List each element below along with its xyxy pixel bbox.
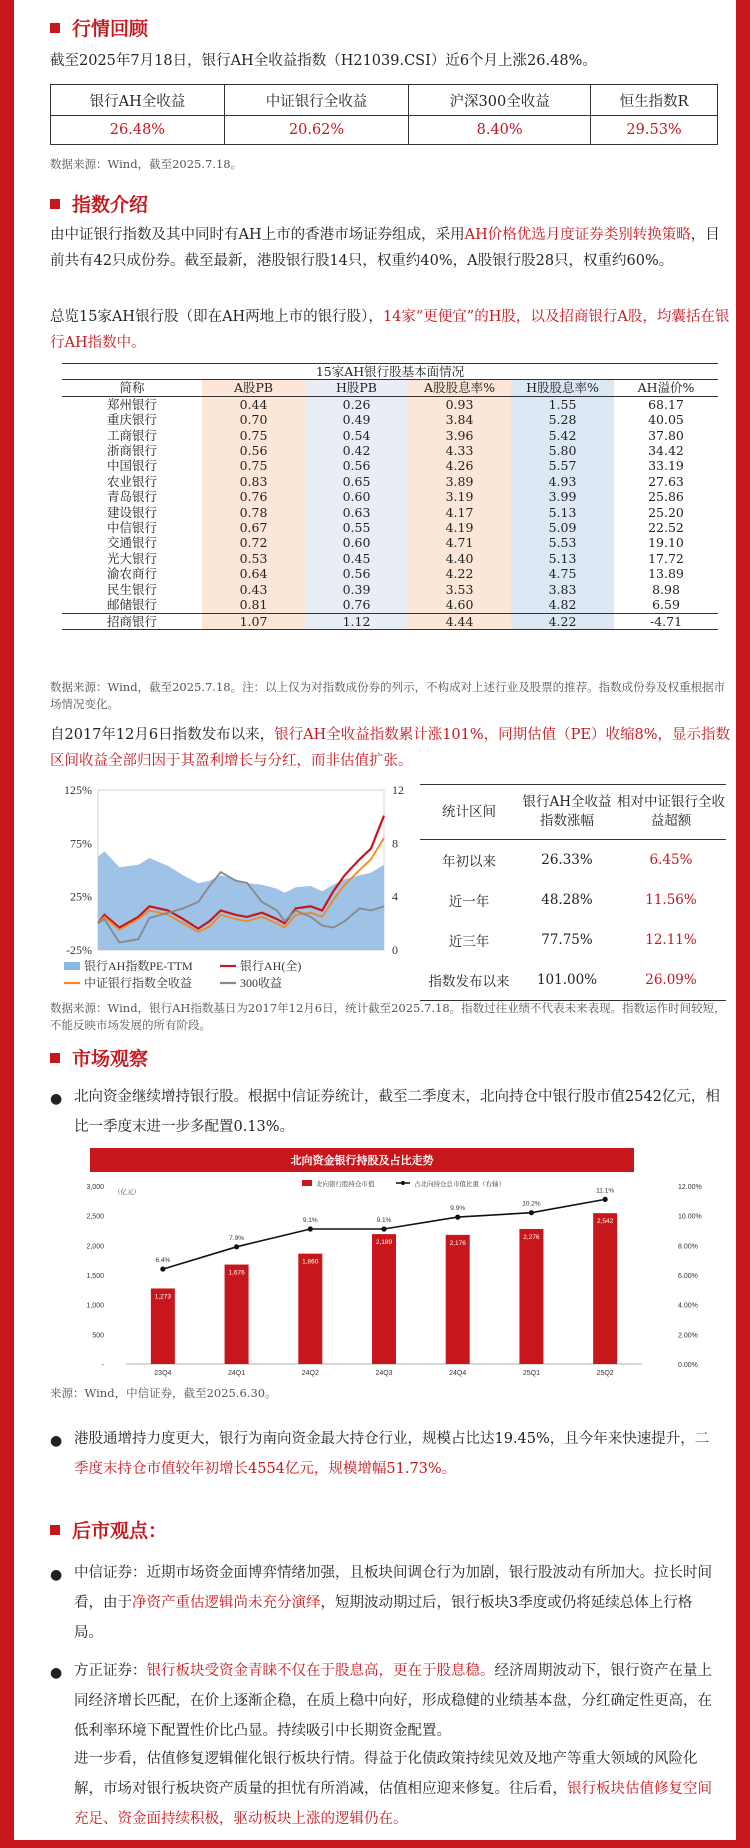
table-cell: 25.86 <box>648 489 684 505</box>
table-cell: 5.57 <box>511 458 614 473</box>
table-cell: 6.45% <box>649 852 693 868</box>
table-body <box>62 396 718 629</box>
table-cell: 4.19 <box>408 520 511 535</box>
table-cell: 0.93 <box>408 396 511 412</box>
table-cell: 0.42 <box>305 443 408 458</box>
table-cell: 5.09 <box>511 520 614 535</box>
table-cell: 郑州银行 <box>106 396 157 412</box>
right-tick-label: 4 <box>392 889 398 904</box>
table-cell: 40.05 <box>648 412 684 428</box>
outlook-further <box>74 1744 720 1834</box>
table-row <box>420 960 726 1001</box>
table-cell: 5.80 <box>511 443 614 458</box>
highlight-span: AH价格优选月度证券类别转换策略 <box>464 227 691 243</box>
header-cell: A股PB <box>202 380 305 396</box>
text-span: 由中证银行指数及其中同时有AH上市的香港市场证券组成，采用 <box>50 227 465 243</box>
bar-value-label: 2,176 <box>449 1239 466 1247</box>
ratio-point <box>603 1197 608 1202</box>
right-tick-label: 10.00% <box>678 1213 702 1221</box>
table-row <box>62 566 718 581</box>
right-tick-label: 2.00% <box>678 1332 698 1340</box>
header-cell: H股股息率% <box>511 380 614 396</box>
index-paragraph-1 <box>50 222 730 274</box>
table-cell: 0.60 <box>305 535 408 550</box>
table-row <box>62 613 718 629</box>
table-cell: 3.83 <box>511 582 614 597</box>
category-label: 24Q1 <box>228 1370 246 1377</box>
table-cell: 0.72 <box>202 535 305 550</box>
review-source: 数据来源：Wind，截至2025.7.18。 <box>50 157 243 171</box>
table-cell: 0.75 <box>202 428 305 443</box>
header-cell: H股PB <box>305 380 408 396</box>
section-title-market <box>50 1044 148 1074</box>
bullet-dot-icon: ● <box>50 1433 63 1449</box>
legend-swatch <box>302 1180 312 1186</box>
table-cell: 0.83 <box>202 474 305 489</box>
table-cell: 12.11% <box>645 932 697 948</box>
highlight-span: 银行板块受资金青睐不仅在于股息高，更在于股息稳。 <box>146 1663 495 1679</box>
bar <box>298 1254 322 1364</box>
index-performance-chart <box>50 780 416 994</box>
section-title-review <box>50 14 148 44</box>
left-tick-label: 125% <box>64 783 92 797</box>
chart-legend <box>64 958 301 990</box>
text-span: 方正证券： <box>74 1663 147 1679</box>
table-cell: -4.71 <box>614 613 718 629</box>
table-cell: 0.60 <box>305 489 408 504</box>
table-cell: 0.56 <box>305 566 408 581</box>
ah-bank-table <box>62 363 718 630</box>
bullet-dot-icon: ● <box>50 1665 63 1681</box>
right-tick-label: 8.00% <box>678 1243 698 1251</box>
left-tick-label: 25% <box>70 889 92 904</box>
text-span: 自2017年12月6日指数发布以来， <box>50 727 275 743</box>
table-cell: 4.44 <box>408 613 511 629</box>
table-cell: 19.10 <box>648 535 684 551</box>
category-label: 25Q2 <box>596 1370 614 1377</box>
left-tick-label: - <box>101 1362 104 1369</box>
table-row <box>420 840 726 881</box>
highlight-span: 银行AH全收益指数累计涨101%，同期估值（PE）收缩8%，显示指数区间收益全部归因于其盈利增长与分红，而非估值扩张。 <box>50 727 730 769</box>
table-cell: 0.54 <box>305 428 408 443</box>
highlight-span: 14家“更便宜”的H股，以及招商银行A股，均囊括在银行AH指数中。 <box>50 309 730 351</box>
performance-table <box>50 84 718 145</box>
table-cell: 0.26 <box>305 396 408 412</box>
ratio-label: 11.1% <box>596 1187 615 1195</box>
table-cell: 招商银行 <box>62 613 202 629</box>
table-cell: 0.63 <box>305 505 408 520</box>
table-cell: 4.40 <box>408 551 511 566</box>
table-cell: 年初以来 <box>442 854 496 870</box>
table-cell: 34.42 <box>648 443 684 459</box>
table-cell: 26.09% <box>616 960 726 1001</box>
table-row <box>62 551 718 566</box>
table-cell: 5.42 <box>511 428 614 443</box>
table-cell: 4.22 <box>511 613 614 629</box>
value-cell: 20.62% <box>224 116 408 145</box>
table-row <box>62 489 718 504</box>
table-cell: 27.63 <box>648 473 684 489</box>
highlight-span: 二季度末持仓市值较年初增长4554亿元，规模增幅51.73%。 <box>74 1431 710 1477</box>
table-cell: 近三年 <box>448 934 490 950</box>
table-cell: 48.28% <box>541 892 593 908</box>
ratio-point <box>234 1244 239 1249</box>
bar <box>593 1213 617 1364</box>
table-row <box>62 505 718 520</box>
category-label: 24Q2 <box>301 1370 319 1377</box>
legend-label: 银行AH(全) <box>240 959 302 973</box>
table-row <box>420 880 726 920</box>
legend-label: 300收益 <box>240 976 283 990</box>
table-cell: 77.75% <box>541 932 593 948</box>
table-cell: 0.76 <box>202 489 305 504</box>
table-cell: 25.20 <box>648 504 684 520</box>
report-card <box>14 0 736 1840</box>
header-cell: 银行AH全收益 <box>51 85 225 116</box>
table-cell: 0.76 <box>305 597 408 613</box>
table-cell: 3.99 <box>511 489 614 504</box>
table-cell: 0.67 <box>202 520 305 535</box>
left-axis-unit: （亿元） <box>114 1189 140 1196</box>
table-cell: 4.22 <box>408 566 511 581</box>
table-cell: 17.72 <box>648 550 684 566</box>
chart-plot <box>98 816 384 950</box>
section-title-text: 后市观点： <box>72 1520 168 1542</box>
table-cell: 1.12 <box>305 613 408 629</box>
bar-value-label: 1,676 <box>228 1269 245 1277</box>
square-bullet-icon <box>50 1053 60 1063</box>
table-cell: 5.28 <box>511 412 614 427</box>
ratio-point <box>381 1226 386 1231</box>
ratio-label: 10.2% <box>522 1200 541 1208</box>
right-tick-label: 12.00% <box>678 1184 702 1191</box>
table-cell: 6.59 <box>652 597 680 613</box>
review-intro: 截至2025年7月18日，银行AH全收益指数（H21039.CSI）近6个月上涨26.48%。 <box>50 53 597 69</box>
observation-1: 北向资金继续增持银行股。根据中信证券统计，截至二季度末，北向持仓中银行股市值2542亿元，相比一季度末进一步多配置0.13%。 <box>74 1089 720 1135</box>
table-cell: 5.13 <box>511 551 614 566</box>
section-title-index <box>50 190 148 220</box>
bar-value-label: 2,542 <box>597 1218 614 1226</box>
table-cell: 渝农商行 <box>106 566 157 582</box>
table-cell: 光大银行 <box>106 550 157 566</box>
table-title: 15家AH银行股基本面情况 <box>62 364 718 380</box>
ratio-label: 6.4% <box>155 1257 171 1265</box>
legend-label: 北向银行股持仓市值 <box>316 1181 375 1188</box>
header-cell: 沪深300全收益 <box>409 85 591 116</box>
left-tick-label: 2,000 <box>86 1243 104 1251</box>
table-cell: 5.13 <box>511 505 614 520</box>
text-span: 进一步看，估值修复逻辑催化银行板块行情。得益于化债政策持续见效及地产等重大领域的风险化解，市场对银行板块资产质量的担忧有所消减，估值相应迎来修复。往后看， <box>74 1751 698 1797</box>
table-row <box>62 396 718 412</box>
table-cell: 0.64 <box>202 566 305 581</box>
table-cell: 建设银行 <box>106 504 157 520</box>
text-span: 总览15家AH银行股（即在AH两地上市的银行股）， <box>50 309 383 325</box>
table-cell: 0.81 <box>202 597 305 613</box>
table-cell: 101.00% <box>518 960 616 1001</box>
table-cell: 33.19 <box>648 458 684 474</box>
square-bullet-icon <box>50 199 60 209</box>
table-row <box>62 582 718 597</box>
table-cell: 5.53 <box>511 535 614 550</box>
legend-label: 中证银行指数全收益 <box>84 976 193 990</box>
right-tick-label: 4.00% <box>678 1302 698 1310</box>
header-cell: 统计区间 <box>420 785 518 840</box>
bar-value-label: 1,860 <box>302 1258 319 1266</box>
square-bullet-icon <box>50 1525 60 1535</box>
table-cell: 3.84 <box>408 412 511 427</box>
legend-label: 银行AH指数PE-TTM <box>84 959 193 973</box>
table-cell: 民生银行 <box>106 581 157 597</box>
section-title-text: 市场观察 <box>72 1048 149 1070</box>
outlook-citic <box>74 1558 720 1648</box>
bar-value-label: 2,276 <box>523 1233 540 1241</box>
chart-banner-text: 北向资金银行持股及占比走势 <box>290 1155 434 1167</box>
text-span: ，短期波动期过后，银行板块3季度或仍将延续总体上行格局。 <box>74 1595 693 1641</box>
left-tick-label: 2,500 <box>86 1213 104 1221</box>
table-cell: 8.98 <box>652 581 680 597</box>
table-cell: 0.49 <box>305 412 408 427</box>
table-body <box>420 840 726 1001</box>
table-cell: 0.53 <box>202 551 305 566</box>
right-tick-label: 0 <box>392 943 398 957</box>
section-title-outlook <box>50 1516 167 1546</box>
table-cell: 37.80 <box>648 427 684 443</box>
northbound-chart <box>70 1142 730 1382</box>
table-row <box>62 597 718 613</box>
table-cell: 0.39 <box>305 582 408 597</box>
legend-label: 占北向持仓总市值比重（右轴） <box>414 1181 505 1188</box>
right-tick-label: 6.00% <box>678 1273 698 1280</box>
northbound-source: 来源：Wind，中信证券，截至2025.6.30。 <box>50 1386 277 1400</box>
right-tick-label: 0.00% <box>678 1362 698 1369</box>
table-cell: 交通银行 <box>106 535 157 551</box>
bar <box>372 1234 396 1364</box>
header-cell: 简称 <box>62 380 202 396</box>
header-cell: 相对中证银行全收益超额 <box>616 785 726 840</box>
outlook-founder <box>74 1656 720 1746</box>
header-cell: 银行AH全收益指数涨幅 <box>518 785 616 840</box>
table-cell: 3.53 <box>408 582 511 597</box>
table-cell: 4.26 <box>408 458 511 473</box>
table-cell: 中国银行 <box>106 458 157 474</box>
section-title-text: 行情回顾 <box>72 18 149 40</box>
table-cell: 中信银行 <box>106 520 157 536</box>
table-row <box>62 474 718 489</box>
category-label: 23Q4 <box>154 1370 172 1377</box>
value-cell: 29.53% <box>591 116 718 145</box>
bar <box>446 1235 470 1364</box>
chart-legend <box>302 1179 505 1188</box>
table-cell: 0.44 <box>202 396 305 412</box>
ratio-point <box>529 1210 534 1215</box>
observation-2 <box>74 1424 720 1484</box>
table-cell: 4.75 <box>511 566 614 581</box>
header-cell: AH溢价% <box>614 380 718 396</box>
table-cell: 4.33 <box>408 443 511 458</box>
left-tick-label: 75% <box>70 836 92 851</box>
table-cell: 4.93 <box>511 474 614 489</box>
chart-source: 数据来源：Wind，银行AH指数基日为2017年12月6日，统计截至2025.7.18。指数过往业绩不代表未来表现。指数运作时间较短，不能反映市场发展的所有阶段。 <box>50 1001 726 1032</box>
left-tick-label: 1,500 <box>86 1273 104 1280</box>
section-title-text: 指数介绍 <box>72 194 149 216</box>
table-cell: 浙商银行 <box>106 443 157 459</box>
ratio-point <box>308 1226 313 1231</box>
table-cell: 0.78 <box>202 505 305 520</box>
square-bullet-icon <box>50 23 60 33</box>
table-cell: 13.89 <box>648 566 684 582</box>
table-row <box>62 412 718 427</box>
table-cell: 农业银行 <box>106 473 157 489</box>
table-cell: 4.17 <box>408 505 511 520</box>
table-source: 数据来源：Wind，截至2025.7.18。注：以上仅为对指数成份券的列示，不构成对上述行业及股票的推荐。指数成份券及权重根据市场情况变化。 <box>50 680 726 711</box>
header-cell: 中证银行全收益 <box>224 85 408 116</box>
table-row <box>62 535 718 550</box>
table-cell: 0.70 <box>202 412 305 427</box>
legend-swatch <box>64 962 80 970</box>
ratio-point <box>160 1266 165 1271</box>
table-cell: 3.19 <box>408 489 511 504</box>
bullet-dot-icon: ● <box>50 1567 63 1583</box>
bullet-dot-icon: ● <box>50 1091 63 1107</box>
table-row <box>62 443 718 458</box>
header-cell: A股股息率% <box>408 380 511 396</box>
bar <box>225 1265 249 1364</box>
bar-value-label: 1,273 <box>154 1293 171 1301</box>
table-cell: 指数发布以来 <box>420 960 518 1001</box>
table-cell: 11.56% <box>645 892 697 908</box>
table-cell: 青岛银行 <box>106 489 157 505</box>
table-cell: 4.82 <box>511 597 614 613</box>
header-cell: 恒生指数R <box>591 85 718 116</box>
index-paragraph-3 <box>50 722 730 774</box>
table-cell: 4.71 <box>408 535 511 550</box>
highlight-span: 银行板块估值修复空间充足、资金面持续积极，驱动板块上涨的逻辑仍在。 <box>74 1781 712 1827</box>
left-tick-label: 1,000 <box>86 1302 104 1310</box>
left-tick-label: 3,000 <box>86 1184 104 1191</box>
index-paragraph-2 <box>50 304 730 356</box>
left-tick-label: 500 <box>92 1332 104 1340</box>
table-cell: 重庆银行 <box>106 412 157 428</box>
right-tick-label: 12 <box>392 783 404 797</box>
ratio-point <box>455 1215 460 1220</box>
ratio-label: 9.1% <box>376 1217 392 1225</box>
interval-return-table <box>420 784 726 1001</box>
category-label: 25Q1 <box>522 1370 540 1377</box>
value-cell: 8.40% <box>409 116 591 145</box>
table-row <box>62 458 718 473</box>
table-cell: 0.75 <box>202 458 305 473</box>
table-cell: 22.52 <box>648 520 684 536</box>
bar-value-label: 2,189 <box>375 1239 393 1247</box>
text-span: 中信证券：近期市场资金面博弈情绪加强，且板块间调仓行为加剧，银行股波动有所加大。拉长时间看，由于 <box>74 1565 712 1611</box>
table-cell: 0.56 <box>202 443 305 458</box>
table-cell: 0.45 <box>305 551 408 566</box>
table-cell: 3.96 <box>408 428 511 443</box>
highlight-span: 净资产重估逻辑尚未充分演绎 <box>132 1595 321 1611</box>
ratio-label: 9.9% <box>450 1205 466 1213</box>
category-label: 24Q4 <box>449 1370 467 1377</box>
table-cell: 工商银行 <box>106 427 157 443</box>
right-tick-label: 8 <box>392 836 398 851</box>
table-cell: 1.07 <box>202 613 305 629</box>
text-span: ，目前共有42只成份券。截至最新，港股银行股14只，权重约40%，A股银行股28只，权重约60%。 <box>50 227 720 269</box>
category-label: 24Q3 <box>375 1370 393 1377</box>
table-cell: 近一年 <box>448 894 490 910</box>
left-tick-label: -25% <box>66 943 92 957</box>
text-span: 港股通增持力度更大，银行为南向资金最大持仓行业，规模占比达19.45%，且今年来快速提升， <box>74 1431 695 1447</box>
table-cell: 0.55 <box>305 520 408 535</box>
table-cell: 26.33% <box>541 852 593 868</box>
table-cell: 0.65 <box>305 474 408 489</box>
chart-plot <box>151 1187 617 1364</box>
table-row <box>62 520 718 535</box>
ratio-label: 7.9% <box>229 1234 244 1242</box>
table-cell: 0.43 <box>202 582 305 597</box>
ratio-label: 9.1% <box>302 1217 318 1225</box>
table-row <box>420 920 726 960</box>
value-cell: 26.48% <box>51 116 225 145</box>
text-span: 经济周期波动下，银行资产在量上同经济增长匹配，在价上逐渐企稳，在质上稳中向好，形成稳健的业绩基本盘，分红确定性更高，在低利率环境下配置性价比凸显。持续吸引中长期资金配置。 <box>74 1663 712 1739</box>
table-cell: 68.17 <box>648 396 684 412</box>
table-cell: 1.55 <box>511 396 614 412</box>
table-cell: 0.56 <box>305 458 408 473</box>
table-cell: 4.60 <box>408 597 511 613</box>
bar <box>519 1229 543 1364</box>
legend-swatch-dot <box>401 1181 405 1185</box>
table-cell: 邮储银行 <box>106 597 157 613</box>
table-row <box>62 428 718 443</box>
table-cell: 3.89 <box>408 474 511 489</box>
